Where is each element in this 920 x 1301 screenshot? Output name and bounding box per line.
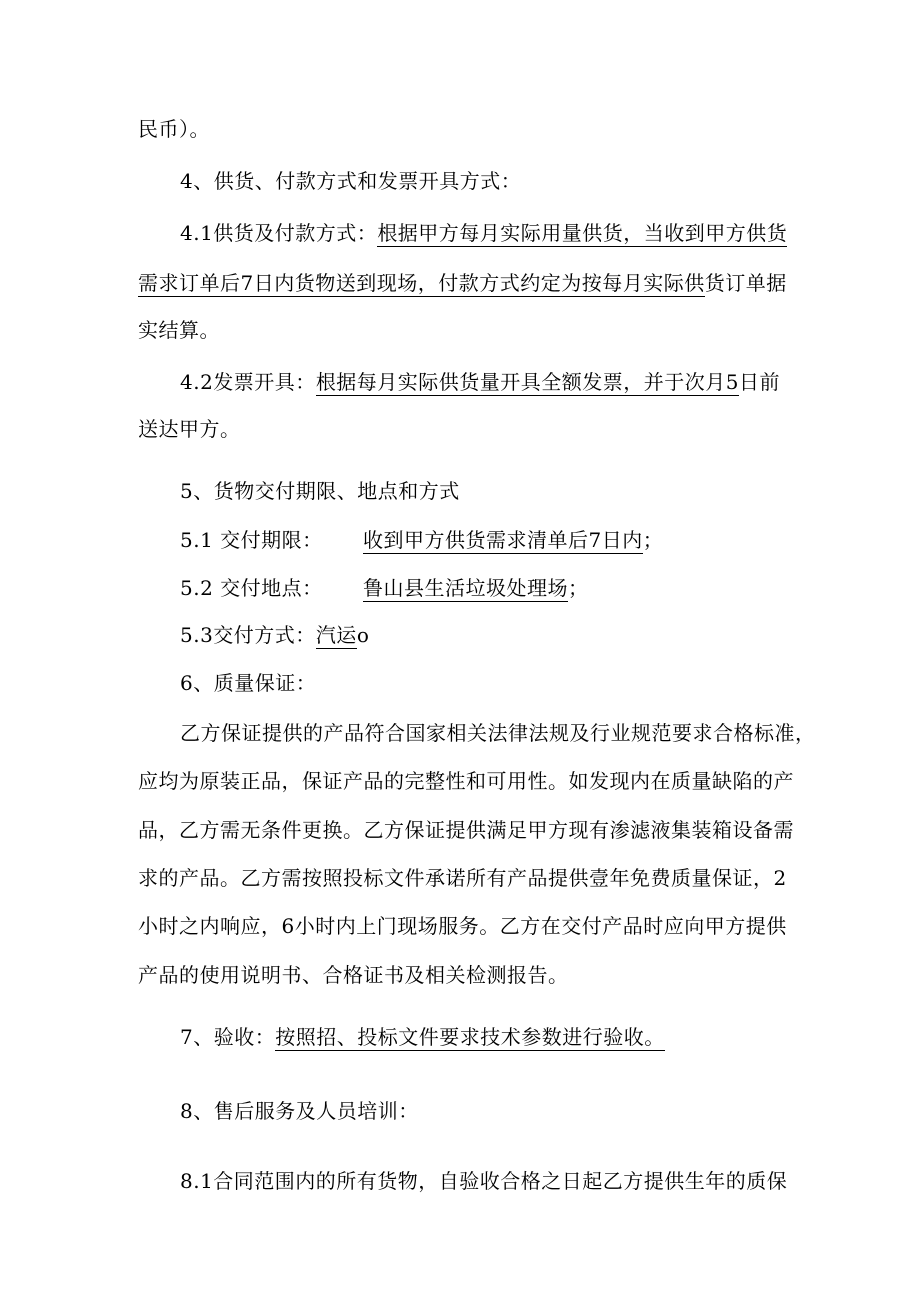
paragraph-line — [138, 911, 787, 941]
underlined-text: 收到甲方供货需求清单后7日内 — [363, 528, 643, 552]
section-heading-8 — [180, 1096, 419, 1126]
section-heading-5 — [180, 476, 460, 506]
clause-8-1-line — [180, 1166, 787, 1196]
paragraph-line — [180, 718, 816, 748]
text: 乙方保证提供的产品符合国家相关法律法规及行业规范要求合格标准， — [180, 721, 816, 745]
clause-4-1-line — [138, 315, 220, 345]
text: 求的产品。乙方需按照投标文件承诺所有产品提供壹年免费质量保证，2 — [138, 866, 787, 890]
text: 8.1合同范围内的所有货物，自验收合格之日起乙方提供生年的质保 — [180, 1169, 788, 1193]
text: 品，乙方需无条件更换。乙方保证提供满足甲方现有渗滤液集装箱设备需 — [138, 818, 794, 842]
underlined-text: 按照招、投标文件要求技术参数进行验收。 — [275, 1025, 665, 1049]
clause-5-2-line — [180, 573, 589, 603]
text: ； — [642, 528, 664, 552]
clause-4-1-line — [138, 268, 787, 298]
paragraph-line — [138, 114, 210, 144]
clause-4-2-line — [180, 367, 780, 397]
text: 实结算。 — [138, 318, 220, 342]
text: 送达甲方。 — [138, 417, 241, 441]
clause-label: 5.3交付方式： — [180, 623, 316, 647]
paragraph-line — [138, 815, 794, 845]
clause-label: 7、验收： — [180, 1025, 276, 1049]
text: o — [356, 623, 370, 647]
text: 产品的使用说明书、合格证书及相关检测报告。 — [138, 963, 569, 987]
text: 8、售后服务及人员培训： — [180, 1099, 419, 1123]
underlined-text: 需求订单后7日内货物送到现场，付款方式约定为按每月实际供 — [138, 271, 705, 295]
text: 民币）。 — [138, 117, 210, 141]
text: 4、供货、付款方式和发票开具方式： — [180, 169, 522, 193]
clause-label: 5.1 交付期限： — [180, 528, 323, 552]
text: 日前 — [739, 370, 781, 394]
text: 5、货物交付期限、地点和方式 — [180, 479, 460, 503]
clause-5-3-line — [180, 620, 369, 650]
clause-label: 5.2 交付地点： — [180, 576, 323, 600]
text: 小时之内响应，6小时内上门现场服务。乙方在交付产品时应向甲方提供 — [138, 914, 787, 938]
underlined-text: 根据每月实际供货量开具全额发票，并于次月5 — [315, 370, 740, 394]
clause-4-2-line — [138, 414, 241, 444]
section-heading-7 — [180, 1022, 665, 1052]
underlined-text: 鲁山县生活垃圾处理场 — [363, 576, 568, 600]
underlined-text: 根据甲方每月实际用量供货，当收到甲方供货 — [377, 221, 788, 245]
section-heading-4 — [180, 166, 521, 196]
paragraph-line — [138, 863, 787, 893]
section-heading-6 — [180, 668, 316, 698]
text: 货订单据 — [704, 271, 787, 295]
underlined-text: 汽运 — [315, 623, 357, 647]
text: 6、质量保证： — [180, 671, 317, 695]
text: ； — [568, 576, 589, 600]
paragraph-line — [138, 766, 794, 796]
clause-label: 4.2发票开具： — [180, 370, 316, 394]
clause-label: 4.1供货及付款方式： — [180, 221, 378, 245]
clause-4-1-line — [180, 218, 787, 248]
clause-5-1-line — [180, 525, 663, 555]
text: 应均为原装正品，保证产品的完整性和可用性。如发现内在质量缺陷的产 — [138, 769, 794, 793]
paragraph-line — [138, 960, 569, 990]
